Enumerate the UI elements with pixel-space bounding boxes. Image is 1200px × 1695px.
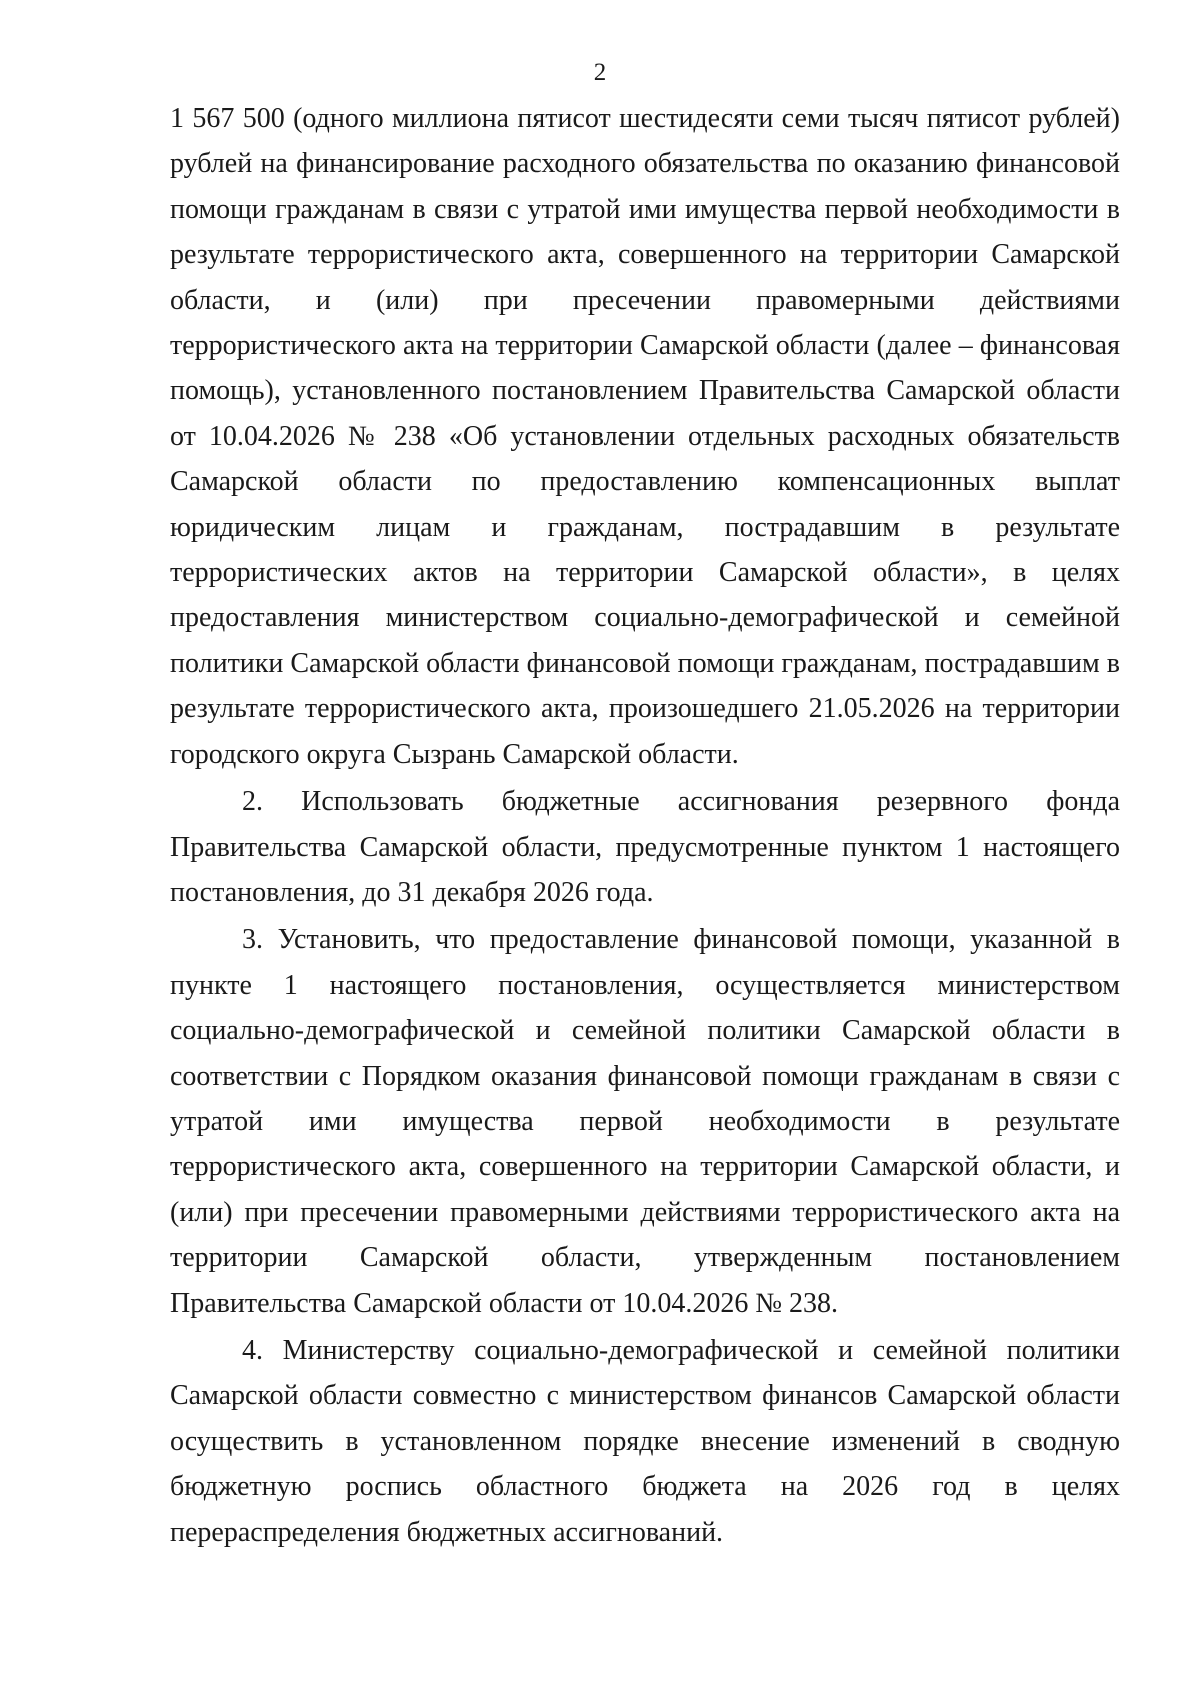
paragraph-item-2: 2. Использовать бюджетные ассигнования резервного фонда Правительства Самарской области, предусмотренные пунктом 1 настоящего постановления, до 31 декабря 2026 года.	[170, 786, 1120, 908]
page-number: 2	[593, 59, 607, 86]
paragraph-item-3: 3. Установить, что предоставление финансовой помощи, указанной в пункте 1 настоящего постановления, осуществляется министерством социально-демографической и семейной политики Самарской области в соответствии с Порядком оказания финансовой помощи гражданам в связи с утратой ими имущества первой необходимости в результате террористического акта, совершенного на территории Самарской области, и (или) при пресечении правомерными действиями террористического акта на территории Самарской области, утвержденным постановлением Правительства Самарской области от 10.04.2026 № 238.	[170, 924, 1120, 1319]
paragraph-continuation: 1 567 500 (одного миллиона пятисот шестидесяти семи тысяч пятисот рублей) рублей на финансирование расходного обязательства по оказанию финансовой помощи гражданам в связи с утратой ими имущества первой необходимости в результате террористического акта, совершенного на территории Самарской области, и (или) при пресечении правомерными действиями террористического акта на территории Самарской области (далее – финансовая помощь), установленного постановлением Правительства Самарской области от 10.04.2026 № 238 «Об установлении отдельных расходных обязательств Самарской области по предоставлению компенсационных выплат юридическим лицам и гражданам, пострадавшим в результате террористических актов на территории Самарской области», в целях предоставления министерством социально-демографической и семейной политики Самарской области финансовой помощи гражданам, пострадавшим в результате террористического акта, произошедшего 21.05.2026 на территории городского округа Сызрань Самарской области.	[170, 103, 1120, 770]
paragraph-item-4: 4. Министерству социально-демографической и семейной политики Самарской области совместно с министерством финансов Самарской области осуществить в установленном порядке внесение изменений в сводную бюджетную роспись областного бюджета на 2026 год в целях перераспределения бюджетных ассигнований.	[170, 1334, 1120, 1548]
document-body	[170, 96, 1120, 1555]
